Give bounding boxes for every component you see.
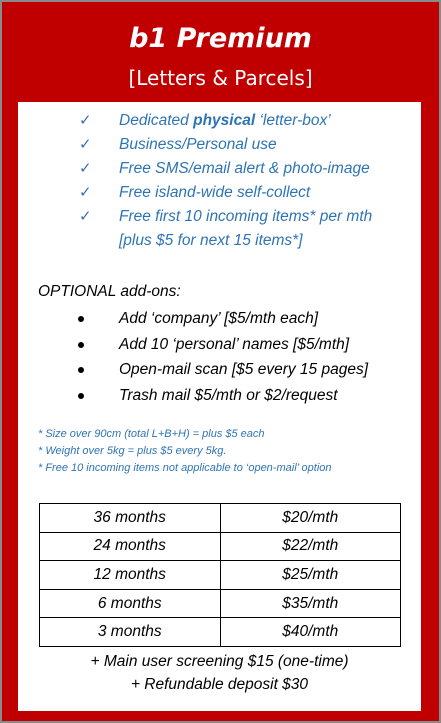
- addon-item: [18, 332, 421, 358]
- checkmark-icon: ✓: [79, 112, 92, 129]
- term-cell: 6 months: [40, 589, 221, 618]
- feature-text: Free first 10 incoming items* per mth: [119, 208, 373, 225]
- checkmark-icon: ✓: [79, 160, 92, 177]
- price-cell: $25/mth: [220, 561, 401, 590]
- addon-text: Add ‘company’ [$5/mth each]: [119, 310, 319, 327]
- price-cell: $40/mth: [220, 618, 401, 647]
- table-row: [40, 618, 401, 647]
- bullet-icon: [78, 393, 84, 399]
- feature-emphasis: physical: [193, 112, 256, 129]
- table-row: [40, 561, 401, 590]
- extra-fees: [18, 650, 421, 696]
- price-cell: $35/mth: [220, 589, 401, 618]
- optional-addons-title: OPTIONAL add-ons:: [38, 283, 181, 300]
- footnote: * Weight over 5kg = plus $5 every 5kg.: [38, 445, 227, 457]
- feature-text: Dedicated physical ‘letter-box’: [119, 112, 331, 129]
- table-row: [40, 532, 401, 561]
- footnote: * Free 10 incoming items not applicable to ‘open-mail’ option: [38, 462, 332, 474]
- term-cell: 24 months: [40, 532, 221, 561]
- addon-text: Add 10 ‘personal’ names [$5/mth]: [119, 335, 350, 353]
- feature-text: Free SMS/email alert & photo-image: [119, 160, 370, 177]
- addon-item: [18, 383, 421, 409]
- feature-text: [plus $5 for next 15 items*]: [119, 232, 303, 249]
- addon-item: [18, 306, 421, 332]
- footnotes: [38, 426, 418, 477]
- plan-title: b1 Premium: [129, 23, 312, 54]
- table-row: [40, 589, 401, 618]
- footnote: * Size over 90cm (total L+B+H) = plus $5 each: [38, 428, 265, 440]
- term-cell: 12 months: [40, 561, 221, 590]
- feature-item-continuation: [18, 229, 421, 253]
- term-cell: 3 months: [40, 618, 221, 647]
- feature-list: [18, 109, 421, 253]
- feature-text: Free island-wide self-collect: [119, 184, 311, 201]
- plan-subtitle: [Letters & Parcels]: [128, 66, 313, 90]
- feature-item: [18, 181, 421, 205]
- feature-item: [18, 109, 421, 133]
- price-cell: $22/mth: [220, 532, 401, 561]
- screening-fee: + Main user screening $15 (one-time): [90, 653, 349, 670]
- bullet-icon: [78, 367, 84, 373]
- addon-list: [18, 306, 421, 408]
- price-cell: $20/mth: [220, 504, 401, 533]
- feature-text: Business/Personal use: [119, 136, 277, 153]
- bullet-icon: [78, 316, 84, 322]
- term-cell: 36 months: [40, 504, 221, 533]
- addon-item: [18, 357, 421, 383]
- deposit-fee: + Refundable deposit $30: [130, 676, 309, 693]
- feature-item: [18, 205, 421, 229]
- table-row: [40, 504, 401, 533]
- plan-details-panel: [18, 102, 421, 711]
- feature-item: [18, 157, 421, 181]
- feature-item: [18, 133, 421, 157]
- pricing-table: [39, 503, 401, 647]
- checkmark-icon: ✓: [79, 184, 92, 201]
- plan-header: [2, 2, 439, 102]
- checkmark-icon: ✓: [79, 136, 92, 153]
- checkmark-icon: ✓: [79, 208, 92, 225]
- addon-text: Open-mail scan [$5 every 15 pages]: [119, 361, 368, 378]
- bullet-icon: [78, 342, 84, 348]
- addon-text: Trash mail $5/mth or $2/request: [119, 386, 338, 404]
